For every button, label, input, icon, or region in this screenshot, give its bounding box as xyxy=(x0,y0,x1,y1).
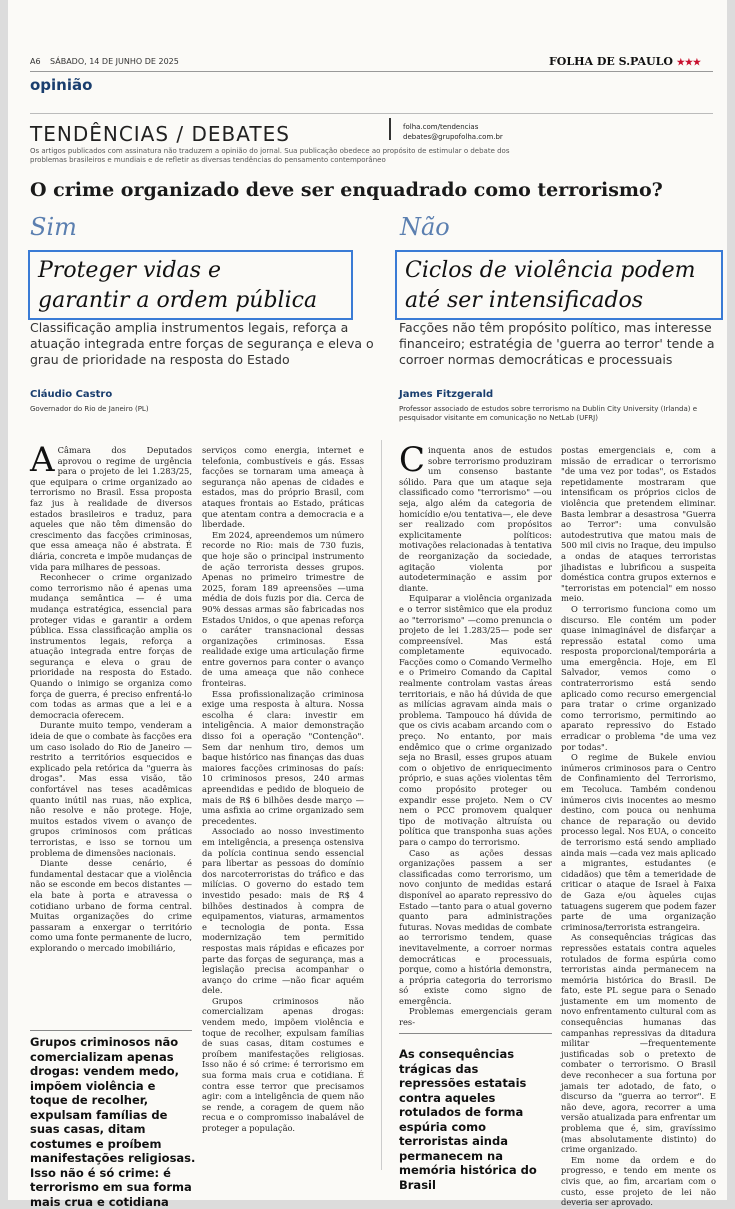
nao-headline-line1: Ciclos de violência podem xyxy=(405,258,696,283)
page-date: SÁBADO, 14 DE JUNHO DE 2025 xyxy=(50,57,179,66)
paragraph: Cinquenta anos de estudos sobre terrorismo produziram um consenso bastante sólido. Para que um ataque seja classificado como "terrorismo" —ou seja, algo além da categoria de homicídio e/ou tentativa—, ele deve ser realizado com propósitos explicitamente políticos: motivações relacionadas à tentativa de reorganização da sociedade, agitação violenta por autodeterminação e assim por diante. xyxy=(399,440,552,593)
nao-subtitle: Facções não têm propósito político, mas interesse financeiro; estratégia de 'guerra ao terror' tende a corroer normas democráticas e processuais xyxy=(399,320,715,367)
sim-label: Sim xyxy=(30,213,77,241)
header-rule xyxy=(30,71,713,72)
paragraph: O terrorismo funciona como um discurso. Ele contém um poder quase inimaginável de disfarçar a repressão estatal como uma resposta proporcional/temporária a uma emergência. Hoje, em El Salvador, vemos como o contraterrorismo está sendo aplicado como recurso emergencial para tratar o crime organizado como terrorismo, permitindo ao aparato repressivo do Estado erradicar o problema "de uma vez por todas". xyxy=(561,603,716,752)
column-separator xyxy=(381,440,382,1170)
logo-text: FOLHA DE S.PAULO xyxy=(549,55,673,68)
nao-column-2 xyxy=(561,445,716,1208)
section-rule xyxy=(30,113,713,114)
sim-column-2 xyxy=(202,445,364,1150)
sim-headline-line1: Proteger vidas e xyxy=(38,258,222,283)
sim-column-1 xyxy=(30,440,192,1027)
section-link-url[interactable]: folha.com/tendencias xyxy=(403,123,479,131)
page-number: A6 xyxy=(30,57,41,66)
nao-pullquote: As consequências trágicas das repressões estatais contra aqueles rotulados de forma espúria como terroristas ainda permanecem na memória histórica do Brasil xyxy=(399,1047,537,1192)
sim-headline-line2: garantir a ordem pública xyxy=(38,288,318,313)
paragraph: ACâmara dos Deputados aprovou o regime de urgência para o projeto de lei 1.283/25, que equipara o crime organizado ao terrorismo no Brasil. Essa proposta faz jus à realidade de diversos estados brasileiros e traduz, para aqueles que não têm dimensão do crescimento das facções criminosas, que essa ameaça não é abstrata. É diária, concreta e impõe mudanças de vida para milhares de pessoas. xyxy=(30,440,192,572)
sim-author: Cláudio Castro xyxy=(30,389,113,400)
paragraph: Em 2024, apreendemos um número recorde no Rio: mais de 730 fuzis, que hoje são o principal instrumento de ação terrorista desses grupos. Apenas no primeiro trimestre de 2025, foram 189 apreensões —uma média de dois fuzis por dia. Cerca de 90% dessas armas são fabricadas nos Estados Unidos, o que apenas reforça o caráter transnacional dessas organizações criminosas. Essa realidade exige uma articulação firme entre governos para conter o avanço de uma ameaça que não conhece fronteiras. xyxy=(202,529,364,689)
logo-stars: ★★★ xyxy=(676,58,701,68)
paragraph: Diante desse cenário, é fundamental destacar que a violência não se esconde em becos distantes —ela bate à porta e atravessa o cotidiano urbano de forma central. Muitas organizações do crime passaram a enxergar o território como uma fonte permanente de lucro, explorando o mercado imobiliário, xyxy=(30,858,192,953)
sim-subtitle: Classificação amplia instrumentos legais, reforça a atuação integrada entre forças de segurança e eleva o grau de prioridade na resposta do Estado xyxy=(30,320,374,367)
nao-pullquote-rule xyxy=(399,1033,552,1034)
paragraph: Caso as ações dessas organizações passem a ser classificadas como terrorismo, um novo conjunto de medidas estará disponível ao aparato repressivo do Estado —tanto para o atual governo quanto para administrações futuras. Novas medidas de combate ao terrorismo tendem, quase inevitavelmente, a corroer normas democráticas e processuais, porque, como a história demonstra, a própria categoria do terrorismo só existe como signo de emergência. xyxy=(399,847,552,1006)
sim-author-role: Governador do Rio de Janeiro (PL) xyxy=(30,405,149,413)
paragraph: postas emergenciais e, com a missão de erradicar o terrorismo "de uma vez por todas", os Estados repetidamente mostraram que intensificam os próprios ciclos de violência que pretendem eliminar. Basta lembrar a desastrosa "Guerra ao Terror": uma convulsão autodestrutiva que matou mais de 500 mil civis no Iraque, deu impulso a ondas de ataques terroristas jihadistas e lubrificou a suspeita doméstica contra grupos externos e "terroristas em potencial" em nosso meio. xyxy=(561,445,716,604)
paragraph: Essa profissionalização criminosa exige uma resposta à altura. Nossa escolha é clara: investir em inteligência. A maior demonstração disso foi a operação "Contenção". Sem dar nenhum tiro, demos um baque histórico nas finanças das duas maiores facções criminosas do país: 10 criminosos presos, 240 armas apreendidas e pedido de bloqueio de mais de R$ 6 bilhões desde março —uma asfixia ao crime organizado sem precedentes. xyxy=(202,688,364,826)
paragraph: serviços como energia, internet e telefonia, combustíveis e gás. Essas facções se tornaram uma ameaça à segurança não apenas de cidades e estados, mas do próprio Brasil, com ataques frontais ao Estado, práticas que atentam contra a democracia e a liberdade. xyxy=(202,445,364,530)
paragraph: Problemas emergenciais geram res- xyxy=(399,1006,552,1028)
sim-pullquote-rule xyxy=(30,1030,192,1031)
nao-headline xyxy=(395,250,723,320)
section-links xyxy=(403,122,503,142)
newspaper-page xyxy=(8,0,727,1209)
newspaper-logo xyxy=(549,55,701,68)
paragraph: Em nome da ordem e do progresso, e tendo em mente os civis que, ao fim, arcariam com o custo, esse projeto de lei não deveria ser aprovado. xyxy=(561,1154,716,1208)
disclaimer: Os artigos publicados com assinatura não traduzem a opinião do jornal. Sua publicação obedece ao propósito de estimular o debate dos problemas brasileiros e mundiais e de refletir as diversas tendências do pensamento contemporâneo xyxy=(30,147,510,164)
section-bar xyxy=(389,118,391,140)
paragraph: Equiparar a violência organizada e o terror sistêmico que ela produz ao "terrorismo" —como prenuncia o projeto de lei 1.283/25— pode ser compreensível. Mas está completamente equivocado. Facções como o Comando Vermelho e o Primeiro Comando da Capital realmente controlam vastas áreas territoriais, e não há dúvida de que as milícias agravam ainda mais o problema. Tampouco há dúvida de que os civis acabam arcando com o preço. No entanto, por mais endêmico que o crime organizado seja no Brasil, esses grupos atuam com o objetivo de enriquecimento próprio, e suas ações violentas têm como propósito proteger ou expandir esse projeto. Nem o CV nem o PCC promovem qualquer tipo de motivação altruísta ou política que transponha suas ações para o campo do terrorismo. xyxy=(399,593,552,847)
section-link-email[interactable]: debates@grupofolha.com.br xyxy=(403,133,503,141)
section-label: opinião xyxy=(30,76,93,94)
paragraph: Grupos criminosos não comercializam apenas drogas: vendem medo, impõem violência e toque de recolher, expulsam famílias de suas casas, ditam costumes e proíbem manifestações religiosas. Isso não é só crime: é terrorismo em sua forma mais crua e cotidiana. É contra esse terror que precisamos agir: com a inteligência de quem não se rende, a coragem de quem não recua e o compromisso inabalável de proteger a população. xyxy=(202,995,364,1133)
sim-pullquote: Grupos criminosos não comercializam apenas drogas: vendem medo, impõem violência e toque de recolher, expulsam famílias de suas casas, ditam costumes e proíbem manifestações religiosas. Isso não é só crime: é terrorismo em sua forma mais crua e cotidiana xyxy=(30,1035,196,1209)
sim-headline xyxy=(28,250,353,320)
paragraph: Durante muito tempo, venderam a ideia de que o combate às facções era um caso isolado do Rio de Janeiro —restrito a territórios esquecidos e explicado pela retórica da "guerra às drogas". Mas essa visão, tão confortável nas teses acadêmicas quanto inútil nas ruas, não explica, não resolve e não protege. Hoje, muitos estados vivem o avanço de grupos criminosos com práticas terroristas, e isso se tornou um problema de dimensões nacionais. xyxy=(30,720,192,858)
paragraph: As consequências trágicas das repressões estatais contra aqueles rotulados de forma espúria como terroristas ainda permanecem na memória histórica do Brasil. De fato, este PL segue para o Senado justamente em um momento de novo enfrentamento cultural com as consequências humanas das campanhas repressivas da ditadura militar —frequentemente justificadas sob o pretexto de combater o terrorismo. O Brasil deve reconhecer a sua fortuna por jamais ter adotado, de fato, o discurso da "guerra ao terror". E não deve, agora, recorrer a uma versão atualizada para enfrentar um problema que é, sim, gravíssimo (mas absolutamente distinto) do crime organizado. xyxy=(561,932,716,1155)
nao-headline-line2: até ser intensificados xyxy=(405,288,644,313)
nao-author: James Fitzgerald xyxy=(399,389,494,400)
section-title: TENDÊNCIAS / DEBATES xyxy=(30,122,290,146)
nao-column-1 xyxy=(399,440,552,1028)
nao-label: Não xyxy=(400,213,450,241)
paragraph: O regime de Bukele enviou inúmeros criminosos para o Centro de Confinamiento del Terrorismo, em Tecoluca. Também condenou inúmeros civis inocentes ao mesmo destino, com pouca ou nenhuma chance de reparação ou devido processo legal. Nos EUA, o conceito de terrorismo está sendo ampliado ainda mais —cada vez mais aplicado a migrantes, estudantes (e cidadãos) que têm a temeridade de criticar o ataque de Israel à Faixa de Gaza e/ou àqueles cujas tatuagens sugerem que podem fazer parte de uma organização criminosa/terrorista estrangeira. xyxy=(561,752,716,932)
paragraph: Associado ao nosso investimento em inteligência, a presença ostensiva da polícia continua sendo essencial para libertar as pessoas do domínio dos narcoterroristas do tráfico e das milícias. O governo do estado tem investido pesado: mais de R$ 4 bilhões destinados à compra de equipamentos, viaturas, armamentos e tecnologia de ponta. Essa modernização tem permitido respostas mais rápidas e eficazes por parte das forças de segurança, mas a legislação precisa acompanhar o avanço do crime —não ficar aquém dele. xyxy=(202,826,364,996)
nao-author-role: Professor associado de estudos sobre terrorismo na Dublin City University (Irlanda) e pesquisador visitante em comunicação no NetLab (UFRJ) xyxy=(399,405,697,422)
paragraph: Reconhecer o crime organizado como terrorismo não é apenas uma mudança semântica — é uma mudança estratégica, essencial para proteger vidas e garantir a ordem pública. Essa classificação amplia os instrumentos legais, reforça a atuação integrada entre forças de segurança e eleva o grau de prioridade na resposta do Estado. Quando o inimigo se organiza como força de guerra, é preciso enfrentá-lo com todas as armas que a lei e a democracia oferecem. xyxy=(30,572,192,720)
debate-question: O crime organizado deve ser enquadrado como terrorismo? xyxy=(30,179,663,201)
